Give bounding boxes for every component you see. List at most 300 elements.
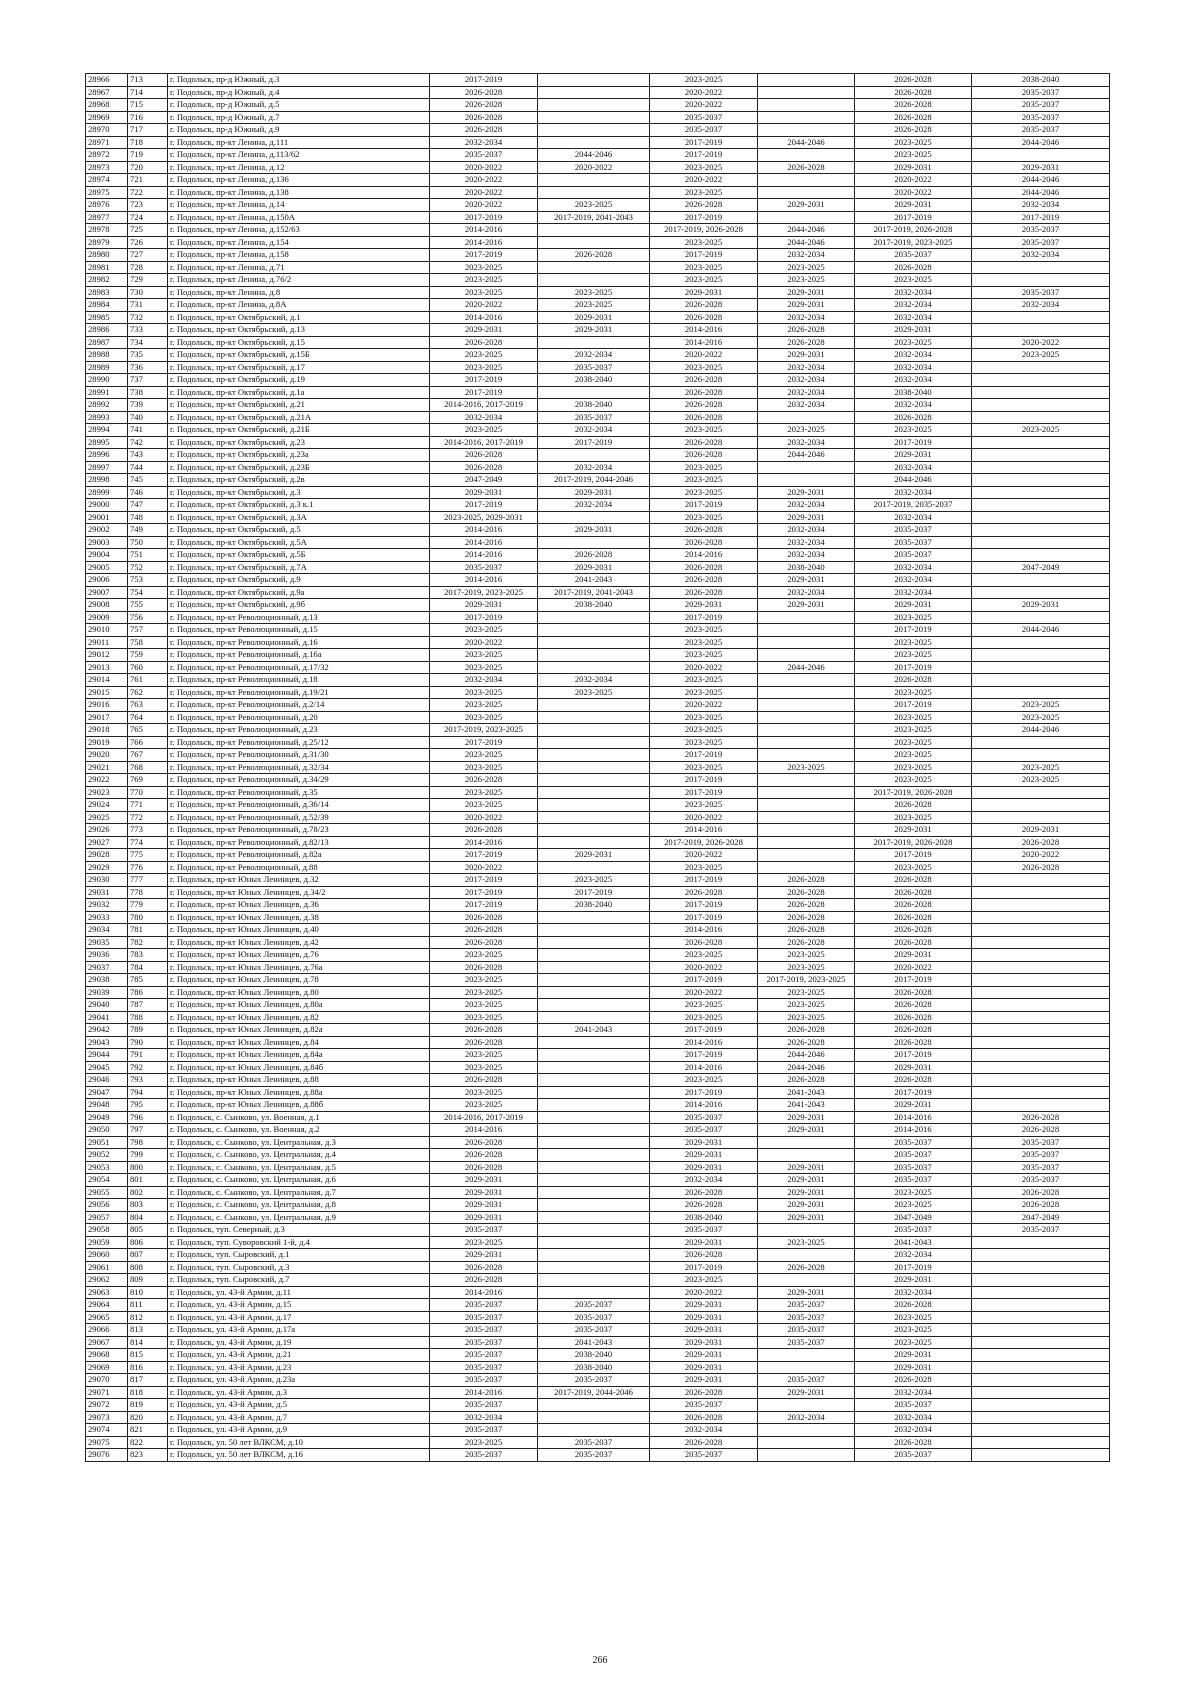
cell-p2 xyxy=(538,1011,650,1024)
table-row xyxy=(86,1011,1110,1024)
cell-no: 753 xyxy=(128,574,168,587)
table-row xyxy=(86,711,1110,724)
cell-p3: 2023-2025 xyxy=(650,799,758,812)
cell-p5: 2026-2028 xyxy=(855,261,972,274)
cell-p2: 2017-2019, 2044-2046 xyxy=(538,474,650,487)
cell-p1: 2029-2031 xyxy=(430,1249,538,1262)
table-row xyxy=(86,936,1110,949)
cell-address: г. Подольск, пр-кт Юных Ленинцев, д.82а xyxy=(168,1024,430,1037)
cell-id: 29022 xyxy=(86,774,128,787)
table-row xyxy=(86,811,1110,824)
cell-p6: 2032-2034 xyxy=(972,199,1110,212)
cell-address: г. Подольск, пр-кт Октябрьский, д.15 xyxy=(168,336,430,349)
cell-p6 xyxy=(972,1274,1110,1287)
cell-p4: 2044-2046 xyxy=(758,1061,855,1074)
cell-p2: 2038-2040 xyxy=(538,899,650,912)
cell-p5: 2026-2028 xyxy=(855,1036,972,1049)
cell-address: г. Подольск, пр-кт Ленина, д.152/63 xyxy=(168,224,430,237)
cell-p1: 2017-2019 xyxy=(430,386,538,399)
cell-p2: 2038-2040 xyxy=(538,399,650,412)
cell-p2 xyxy=(538,1399,650,1412)
cell-address: г. Подольск, пр-кт Ленина, д.12 xyxy=(168,161,430,174)
cell-p1: 2029-2031 xyxy=(430,1186,538,1199)
cell-p6 xyxy=(972,1249,1110,1262)
cell-id: 28998 xyxy=(86,474,128,487)
cell-address: г. Подольск, пр-д Южный, д.9 xyxy=(168,124,430,137)
cell-p4: 2026-2028 xyxy=(758,1074,855,1087)
table-row xyxy=(86,986,1110,999)
document-sheet xyxy=(85,73,1109,1462)
cell-p6 xyxy=(972,924,1110,937)
cell-address: г. Подольск, пр-кт Октябрьский, д.3А xyxy=(168,511,430,524)
cell-p3: 2017-2019 xyxy=(650,774,758,787)
cell-p3: 2026-2028 xyxy=(650,1186,758,1199)
cell-p5: 2023-2025 xyxy=(855,636,972,649)
cell-p3: 2023-2025 xyxy=(650,949,758,962)
cell-p2: 2020-2022 xyxy=(538,161,650,174)
cell-id: 29014 xyxy=(86,674,128,687)
cell-p1: 2023-2025 xyxy=(430,799,538,812)
cell-p6 xyxy=(972,1099,1110,1112)
cell-p1: 2023-2025 xyxy=(430,986,538,999)
cell-p4: 2038-2040 xyxy=(758,561,855,574)
table-row xyxy=(86,249,1110,262)
cell-address: г. Подольск, пр-кт Октябрьский, д.13 xyxy=(168,324,430,337)
table-row xyxy=(86,1049,1110,1062)
cell-no: 734 xyxy=(128,336,168,349)
cell-no: 746 xyxy=(128,486,168,499)
cell-p2 xyxy=(538,124,650,137)
cell-p6: 2035-2037 xyxy=(972,1174,1110,1187)
cell-id: 29058 xyxy=(86,1224,128,1237)
cell-p1: 2023-2025 xyxy=(430,1061,538,1074)
cell-p3: 2017-2019 xyxy=(650,499,758,512)
cell-p2: 2041-2043 xyxy=(538,1024,650,1037)
cell-p4: 2032-2034 xyxy=(758,524,855,537)
cell-p5: 2032-2034 xyxy=(855,374,972,387)
cell-no: 733 xyxy=(128,324,168,337)
table-row xyxy=(86,286,1110,299)
cell-p3: 2014-2016 xyxy=(650,336,758,349)
cell-p5: 2032-2034 xyxy=(855,299,972,312)
cell-p4: 2023-2025 xyxy=(758,261,855,274)
cell-p2 xyxy=(538,99,650,112)
cell-no: 714 xyxy=(128,86,168,99)
cell-p1: 2023-2025 xyxy=(430,686,538,699)
cell-p2 xyxy=(538,924,650,937)
cell-p1: 2023-2025 xyxy=(430,1436,538,1449)
cell-address: г. Подольск, пр-д Южный, д.3 xyxy=(168,74,430,87)
cell-p3: 2026-2028 xyxy=(650,449,758,462)
cell-p5: 2029-2031 xyxy=(855,1361,972,1374)
table-row xyxy=(86,1149,1110,1162)
cell-p3: 2017-2019 xyxy=(650,899,758,912)
cell-p1: 2023-2025 xyxy=(430,974,538,987)
cell-id: 29036 xyxy=(86,949,128,962)
cell-p3: 2023-2025 xyxy=(650,636,758,649)
cell-p1: 2035-2037 xyxy=(430,1336,538,1349)
cell-id: 29018 xyxy=(86,724,128,737)
cell-p1: 2017-2019 xyxy=(430,499,538,512)
cell-address: г. Подольск, пр-д Южный, д.4 xyxy=(168,86,430,99)
cell-no: 775 xyxy=(128,849,168,862)
cell-no: 817 xyxy=(128,1374,168,1387)
cell-p1: 2014-2016, 2017-2019 xyxy=(430,1111,538,1124)
cell-p6 xyxy=(972,1036,1110,1049)
cell-no: 785 xyxy=(128,974,168,987)
cell-p4 xyxy=(758,74,855,87)
cell-no: 805 xyxy=(128,1224,168,1237)
cell-p6 xyxy=(972,799,1110,812)
cell-p1: 2020-2022 xyxy=(430,861,538,874)
cell-address: г. Подольск, туп. Сыровский, д.7 xyxy=(168,1274,430,1287)
cell-p3: 2020-2022 xyxy=(650,986,758,999)
cell-p6 xyxy=(972,1436,1110,1449)
cell-p1: 2023-2025 xyxy=(430,786,538,799)
cell-p1: 2017-2019 xyxy=(430,886,538,899)
cell-address: г. Подольск, пр-кт Октябрьский, д.17 xyxy=(168,361,430,374)
cell-p4 xyxy=(758,461,855,474)
cell-p5: 2026-2028 xyxy=(855,799,972,812)
cell-p1: 2023-2025 xyxy=(430,999,538,1012)
cell-address: г. Подольск, пр-кт Ленина, д.154 xyxy=(168,236,430,249)
cell-p1: 2023-2025 xyxy=(430,661,538,674)
cell-p4 xyxy=(758,1399,855,1412)
cell-p5: 2023-2025 xyxy=(855,761,972,774)
cell-p2: 2041-2043 xyxy=(538,1336,650,1349)
cell-p3: 2017-2019 xyxy=(650,974,758,987)
cell-address: г. Подольск, пр-кт Революционный, д.17/32 xyxy=(168,661,430,674)
table-row xyxy=(86,1324,1110,1337)
table-row xyxy=(86,186,1110,199)
cell-p5: 2029-2031 xyxy=(855,1061,972,1074)
cell-p5: 2047-2049 xyxy=(855,1211,972,1224)
cell-p1: 2026-2028 xyxy=(430,1024,538,1037)
cell-p6 xyxy=(972,411,1110,424)
table-row xyxy=(86,174,1110,187)
cell-p2: 2038-2040 xyxy=(538,1349,650,1362)
cell-address: г. Подольск, пр-кт Революционный, д.35 xyxy=(168,786,430,799)
cell-p3: 2026-2028 xyxy=(650,561,758,574)
cell-p5: 2026-2028 xyxy=(855,124,972,137)
cell-p2: 2023-2025 xyxy=(538,199,650,212)
cell-no: 728 xyxy=(128,261,168,274)
cell-p3: 2017-2019 xyxy=(650,136,758,149)
cell-address: г. Подольск, ул. 50 лет ВЛКСМ, д.16 xyxy=(168,1449,430,1462)
cell-id: 29069 xyxy=(86,1361,128,1374)
cell-id: 29026 xyxy=(86,824,128,837)
cell-no: 766 xyxy=(128,736,168,749)
cell-p6 xyxy=(972,1411,1110,1424)
cell-p1: 2017-2019 xyxy=(430,211,538,224)
cell-p4: 2029-2031 xyxy=(758,1174,855,1187)
cell-p3: 2023-2025 xyxy=(650,161,758,174)
cell-p5: 2023-2025 xyxy=(855,1324,972,1337)
table-row xyxy=(86,561,1110,574)
cell-p5: 2023-2025 xyxy=(855,711,972,724)
table-row xyxy=(86,524,1110,537)
table-row xyxy=(86,649,1110,662)
table-row xyxy=(86,849,1110,862)
cell-p1: 2017-2019 xyxy=(430,874,538,887)
cell-p5: 2020-2022 xyxy=(855,186,972,199)
cell-p5: 2020-2022 xyxy=(855,961,972,974)
cell-address: г. Подольск, ул. 43-й Армии, д.23 xyxy=(168,1361,430,1374)
cell-id: 28972 xyxy=(86,149,128,162)
cell-no: 812 xyxy=(128,1311,168,1324)
cell-p3: 2026-2028 xyxy=(650,386,758,399)
cell-id: 29070 xyxy=(86,1374,128,1387)
cell-p5: 2023-2025 xyxy=(855,724,972,737)
table-row xyxy=(86,1036,1110,1049)
cell-p5: 2017-2019 xyxy=(855,211,972,224)
cell-id: 29030 xyxy=(86,874,128,887)
cell-p3: 2017-2019, 2026-2028 xyxy=(650,836,758,849)
cell-p5: 2026-2028 xyxy=(855,411,972,424)
cell-p6 xyxy=(972,649,1110,662)
cell-p3: 2035-2037 xyxy=(650,1224,758,1237)
cell-no: 811 xyxy=(128,1299,168,1312)
cell-p4: 2023-2025 xyxy=(758,961,855,974)
cell-p1: 2029-2031 xyxy=(430,1174,538,1187)
cell-p3: 2023-2025 xyxy=(650,674,758,687)
cell-address: г. Подольск, пр-кт Юных Ленинцев, д.80 xyxy=(168,986,430,999)
cell-p3: 2023-2025 xyxy=(650,361,758,374)
cell-p6: 2029-2031 xyxy=(972,824,1110,837)
cell-address: г. Подольск, пр-кт Ленина, д.14 xyxy=(168,199,430,212)
cell-p3: 2020-2022 xyxy=(650,174,758,187)
cell-p2: 2035-2037 xyxy=(538,361,650,374)
table-row xyxy=(86,1349,1110,1362)
cell-id: 28967 xyxy=(86,86,128,99)
cell-p4: 2026-2028 xyxy=(758,336,855,349)
cell-p2: 2035-2037 xyxy=(538,1449,650,1462)
cell-p6: 2026-2028 xyxy=(972,836,1110,849)
cell-p4: 2029-2031 xyxy=(758,286,855,299)
cell-address: г. Подольск, пр-кт Октябрьский, д.21А xyxy=(168,411,430,424)
cell-address: г. Подольск, пр-кт Октябрьский, д.1а xyxy=(168,386,430,399)
cell-id: 29065 xyxy=(86,1311,128,1324)
cell-p2 xyxy=(538,1286,650,1299)
cell-p3: 2020-2022 xyxy=(650,1286,758,1299)
cell-p5: 2023-2025 xyxy=(855,274,972,287)
cell-p2 xyxy=(538,74,650,87)
cell-address: г. Подольск, пр-кт Революционный, д.23 xyxy=(168,724,430,737)
table-row xyxy=(86,1099,1110,1112)
cell-id: 29055 xyxy=(86,1186,128,1199)
table-row xyxy=(86,1449,1110,1462)
cell-address: г. Подольск, пр-кт Октябрьский, д.23Б xyxy=(168,461,430,474)
table-row xyxy=(86,349,1110,362)
cell-p6 xyxy=(972,586,1110,599)
cell-p3: 2017-2019 xyxy=(650,786,758,799)
cell-no: 773 xyxy=(128,824,168,837)
table-row xyxy=(86,1311,1110,1324)
cell-no: 765 xyxy=(128,724,168,737)
cell-p6 xyxy=(972,936,1110,949)
cell-address: г. Подольск, пр-кт Революционный, д.2/14 xyxy=(168,699,430,712)
cell-p2: 2023-2025 xyxy=(538,286,650,299)
cell-address: г. Подольск, пр-кт Революционный, д.52/39 xyxy=(168,811,430,824)
cell-p6 xyxy=(972,961,1110,974)
cell-no: 744 xyxy=(128,461,168,474)
cell-p5: 2026-2028 xyxy=(855,936,972,949)
cell-p4: 2032-2034 xyxy=(758,499,855,512)
cell-p6: 2035-2037 xyxy=(972,124,1110,137)
cell-p5: 2017-2019 xyxy=(855,1086,972,1099)
cell-p1: 2026-2028 xyxy=(430,461,538,474)
cell-p1: 2023-2025 xyxy=(430,949,538,962)
cell-id: 28990 xyxy=(86,374,128,387)
cell-p3: 2029-2031 xyxy=(650,1324,758,1337)
cell-p3: 2029-2031 xyxy=(650,1336,758,1349)
cell-p6 xyxy=(972,436,1110,449)
cell-p5: 2029-2031 xyxy=(855,1274,972,1287)
table-row xyxy=(86,1236,1110,1249)
cell-no: 791 xyxy=(128,1049,168,1062)
cell-p6 xyxy=(972,1336,1110,1349)
table-row xyxy=(86,1424,1110,1437)
cell-address: г. Подольск, с. Сынково, ул. Военная, д.2 xyxy=(168,1124,430,1137)
cell-p5: 2029-2031 xyxy=(855,599,972,612)
cell-id: 29044 xyxy=(86,1049,128,1062)
cell-no: 782 xyxy=(128,936,168,949)
cell-no: 743 xyxy=(128,449,168,462)
cell-p4 xyxy=(758,611,855,624)
cell-p6: 2023-2025 xyxy=(972,711,1110,724)
cell-no: 803 xyxy=(128,1199,168,1212)
cell-p3: 2020-2022 xyxy=(650,86,758,99)
cell-no: 771 xyxy=(128,799,168,812)
table-row xyxy=(86,999,1110,1012)
cell-p5: 2035-2037 xyxy=(855,1399,972,1412)
cell-p1: 2023-2025 xyxy=(430,699,538,712)
cell-p3: 2023-2025 xyxy=(650,461,758,474)
cell-address: г. Подольск, ул. 43-й Армии, д.21 xyxy=(168,1349,430,1362)
table-row xyxy=(86,336,1110,349)
cell-address: г. Подольск, пр-кт Революционный, д.82/13 xyxy=(168,836,430,849)
cell-p5: 2026-2028 xyxy=(855,1299,972,1312)
cell-p3: 2026-2028 xyxy=(650,199,758,212)
cell-p3: 2023-2025 xyxy=(650,486,758,499)
cell-p4 xyxy=(758,474,855,487)
cell-id: 28999 xyxy=(86,486,128,499)
cell-id: 29006 xyxy=(86,574,128,587)
cell-p5: 2026-2028 xyxy=(855,86,972,99)
cell-p5: 2017-2019 xyxy=(855,974,972,987)
cell-id: 29047 xyxy=(86,1086,128,1099)
cell-id: 28989 xyxy=(86,361,128,374)
cell-no: 768 xyxy=(128,761,168,774)
cell-no: 778 xyxy=(128,886,168,899)
cell-p5: 2035-2037 xyxy=(855,249,972,262)
cell-p1: 2035-2037 xyxy=(430,1374,538,1387)
cell-no: 787 xyxy=(128,999,168,1012)
cell-p4: 2035-2037 xyxy=(758,1324,855,1337)
cell-p1: 2023-2025 xyxy=(430,1049,538,1062)
cell-p1: 2026-2028 xyxy=(430,449,538,462)
cell-no: 750 xyxy=(128,536,168,549)
cell-no: 713 xyxy=(128,74,168,87)
cell-p4: 2023-2025 xyxy=(758,761,855,774)
cell-p6 xyxy=(972,886,1110,899)
table-row xyxy=(86,636,1110,649)
cell-p1: 2023-2025 xyxy=(430,711,538,724)
cell-p1: 2026-2028 xyxy=(430,924,538,937)
cell-no: 780 xyxy=(128,911,168,924)
cell-p6: 2026-2028 xyxy=(972,1124,1110,1137)
cell-no: 786 xyxy=(128,986,168,999)
cell-p5: 2023-2025 xyxy=(855,336,972,349)
cell-p6 xyxy=(972,874,1110,887)
table-row xyxy=(86,799,1110,812)
cell-p3: 2020-2022 xyxy=(650,349,758,362)
table-row xyxy=(86,924,1110,937)
cell-address: г. Подольск, пр-кт Октябрьский, д.9а xyxy=(168,586,430,599)
table-row xyxy=(86,1074,1110,1087)
cell-p6: 2035-2037 xyxy=(972,1161,1110,1174)
cell-id: 29043 xyxy=(86,1036,128,1049)
cell-id: 29012 xyxy=(86,649,128,662)
cell-p3: 2020-2022 xyxy=(650,99,758,112)
cell-p4: 2029-2031 xyxy=(758,1161,855,1174)
cell-p5: 2035-2037 xyxy=(855,1174,972,1187)
cell-p5: 2026-2028 xyxy=(855,99,972,112)
cell-p2 xyxy=(538,1161,650,1174)
cell-address: г. Подольск, пр-кт Юных Ленинцев, д.88 xyxy=(168,1074,430,1087)
cell-p4: 2032-2034 xyxy=(758,549,855,562)
cell-p2 xyxy=(538,711,650,724)
cell-id: 29071 xyxy=(86,1386,128,1399)
cell-address: г. Подольск, пр-кт Октябрьский, д.19 xyxy=(168,374,430,387)
table-row xyxy=(86,786,1110,799)
cell-p6 xyxy=(972,324,1110,337)
cell-p1: 2023-2025 xyxy=(430,761,538,774)
cell-p4: 2029-2031 xyxy=(758,1124,855,1137)
cell-p2: 2017-2019 xyxy=(538,436,650,449)
cell-p2 xyxy=(538,1061,650,1074)
cell-p1: 2023-2025 xyxy=(430,424,538,437)
cell-p5: 2017-2019 xyxy=(855,699,972,712)
cell-p6: 2044-2046 xyxy=(972,186,1110,199)
cell-p1: 2026-2028 xyxy=(430,124,538,137)
table-row xyxy=(86,149,1110,162)
cell-id: 29038 xyxy=(86,974,128,987)
table-row xyxy=(86,749,1110,762)
cell-address: г. Подольск, ул. 43-й Армии, д.3 xyxy=(168,1386,430,1399)
cell-p5: 2017-2019 xyxy=(855,1049,972,1062)
cell-p4 xyxy=(758,861,855,874)
cell-id: 29007 xyxy=(86,586,128,599)
cell-address: г. Подольск, пр-кт Октябрьский, д.9б xyxy=(168,599,430,612)
cell-id: 29025 xyxy=(86,811,128,824)
cell-p3: 2026-2028 xyxy=(650,411,758,424)
table-row xyxy=(86,1199,1110,1212)
cell-p4: 2026-2028 xyxy=(758,911,855,924)
cell-no: 808 xyxy=(128,1261,168,1274)
cell-p3: 2026-2028 xyxy=(650,536,758,549)
cell-p5: 2032-2034 xyxy=(855,461,972,474)
cell-p5: 2026-2028 xyxy=(855,111,972,124)
cell-address: г. Подольск, пр-кт Октябрьский, д.23 xyxy=(168,436,430,449)
cell-no: 807 xyxy=(128,1249,168,1262)
cell-p3: 2023-2025 xyxy=(650,761,758,774)
table-row xyxy=(86,1286,1110,1299)
table-row xyxy=(86,1411,1110,1424)
cell-p1: 2026-2028 xyxy=(430,99,538,112)
cell-p5: 2032-2034 xyxy=(855,286,972,299)
cell-id: 29008 xyxy=(86,599,128,612)
